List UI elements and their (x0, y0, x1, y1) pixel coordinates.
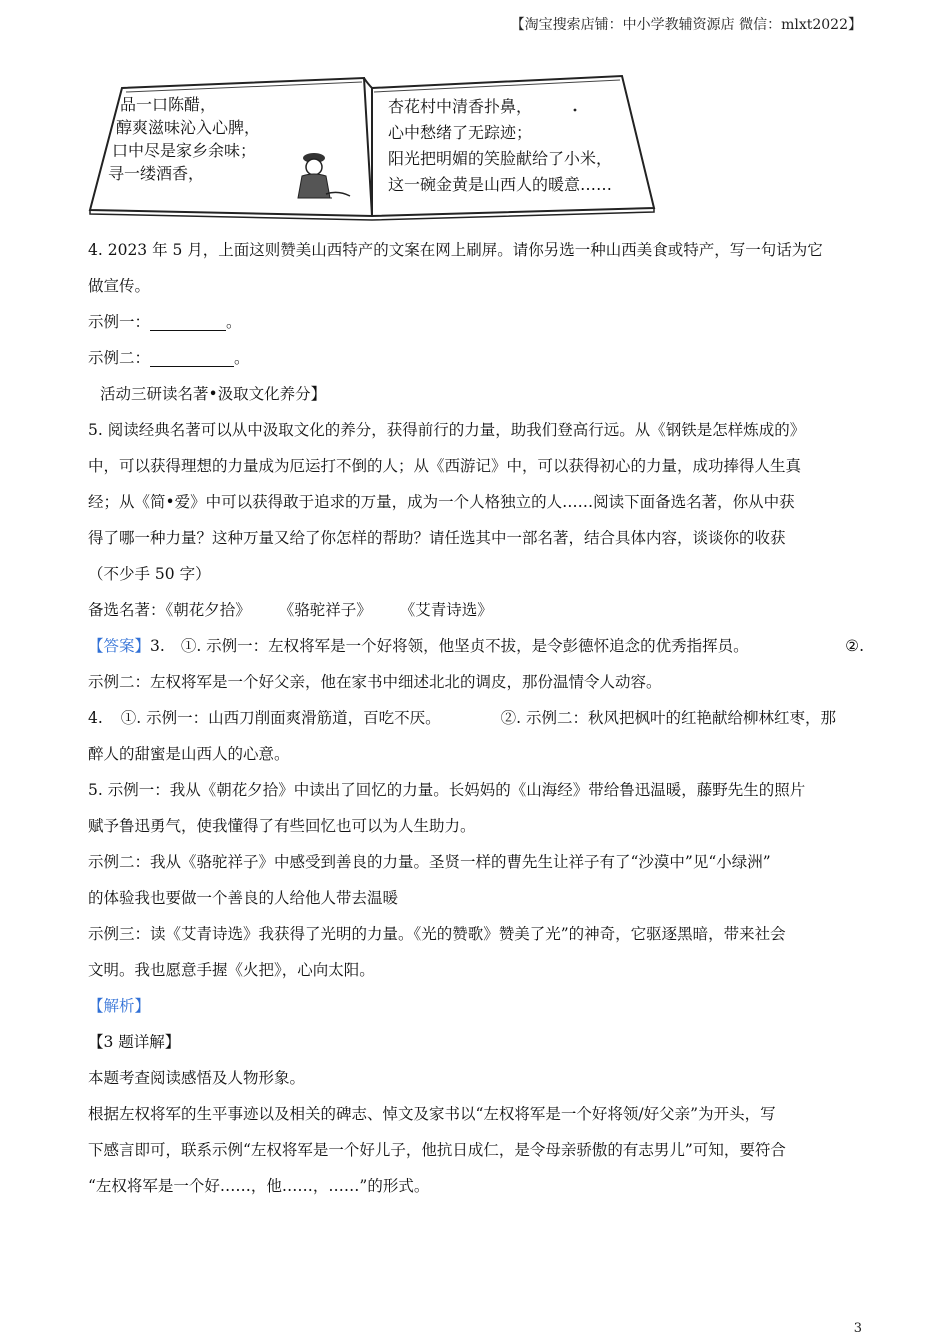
answer-number: 3. (150, 637, 165, 655)
option-book: 《朝花夕拾》 (165, 601, 251, 619)
book-right-line: 阳光把明媚的笑脸献给了小米， (388, 149, 613, 168)
example-2-line (88, 340, 864, 376)
option-book: 《骆驼祥子》 (278, 601, 372, 619)
analysis-line: 下感言即可，联系示例“左权将军是一个好儿子，他抗日成仁，是令母亲骄傲的有志男儿”可知，要符合 (88, 1141, 786, 1159)
answer-number: 4. (88, 709, 103, 727)
answer-line: 示例二：我从《骆驼祥子》中感受到善良的力量。圣贤一样的曹先生让祥子有了“沙漠中”见“小绿洲” (88, 853, 771, 871)
book-options (88, 592, 864, 628)
main-content (88, 232, 864, 1204)
question-5-line: 经；从《简•爱》中可以获得敢于追求的万量，成为一个人格独立的人……阅读下面备选名著，你从中获 (88, 493, 795, 511)
answer-line (88, 628, 864, 664)
answer-line: 赋予鲁迅勇气，使我懂得了有些回忆也可以为人生助力。 (88, 817, 476, 835)
answer-line: 5. 示例一：我从《朝花夕拾》中读出了回忆的力量。长妈妈的《山海经》带给鲁迅温暖，藤野先生的照片 (88, 781, 806, 799)
analysis-line: 根据左权将军的生平事迹以及相关的碑志、悼文及家书以“左权将军是一个好将领/好父亲”为开头，写 (88, 1105, 776, 1123)
answer-text: ①. 示例一：山西刀削面爽滑筋道，百吃不厌。 (120, 709, 441, 727)
example-2-label: 示例二： (88, 349, 151, 367)
question-4-line: 4. 2023 年 5 月，上面这则赞美山西特产的文案在网上刷屏。请你另选一种山西美食或特产，写一句话为它 (88, 241, 823, 259)
answer-label: 【答案】 (88, 637, 151, 655)
period: 。 (226, 313, 242, 331)
answer-line: 文明。我也愿意手握《火把》，心向太阳。 (88, 961, 375, 979)
book-right-line: 心中愁绪了无踪迹； (388, 123, 533, 142)
page-header: 【淘宝搜索店铺：中小学教辅资源店 微信：mlxt2022】 (510, 17, 862, 33)
example-1-line (88, 304, 864, 340)
question-5-line: 得了哪一种力量？这种万量又给了你怎样的帮助？请任选其中一部名著，结合具体内容，谈谈你的收获 (88, 529, 786, 547)
page-number: 3 (853, 1321, 862, 1336)
book-right-line: 杏花村中清香扑鼻， (388, 97, 533, 116)
question-5-line: 中，可以获得理想的力量成为厄运打不倒的人；从《西游记》中，可以获得初心的力量，成功捧得人生真 (88, 457, 802, 475)
example-1-label: 示例一： (88, 313, 151, 331)
options-label: 备选名著： (88, 601, 166, 619)
book-left-line: 寻一缕酒香， (108, 164, 205, 183)
answer-line: 示例二：左权将军是一个好父亲，他在家书中细述北北的调皮，那份温情令人动容。 (88, 673, 662, 691)
analysis-line: 本题考查阅读感悟及人物形象。 (88, 1069, 306, 1087)
question-4-line: 做宣传。 (88, 277, 151, 295)
word-count-note: （不少手 50 字） (88, 565, 211, 583)
book-right-line: 这一碗金黄是山西人的暖意…… (388, 175, 613, 194)
answer-line (88, 700, 864, 736)
answer-text: ②. 示例二：秋风把枫叶的红艳献给柳林红枣，那 (500, 709, 837, 727)
answer-line: 的体验我也要做一个善良的人给他人带去温暖 (88, 889, 399, 907)
answer-text: ②. (845, 637, 864, 655)
question-5-line: 5. 阅读经典名著可以从中汲取文化的养分，获得前行的力量，助我们登高行远。从《钢铁是怎样炼成的》 (88, 421, 806, 439)
analysis-label: 【解析】 (88, 997, 151, 1015)
answer-text: ①. 示例一：左权将军是一个好将领，他坚贞不拔，是令彭德怀追念的优秀指挥员。 (180, 637, 749, 655)
book-left-line: 醇爽滋味沁入心脾， (116, 118, 261, 137)
answer-blank-2[interactable] (150, 348, 234, 367)
answer-line: 醉人的甜蜜是山西人的心意。 (88, 745, 290, 763)
book-left-line: 口中尽是家乡余味； (112, 141, 257, 160)
option-book: 《艾青诗选》 (399, 601, 493, 619)
activity-3-heading: 活动三研读名著•汲取文化养分】 (100, 385, 327, 403)
answer-blank-1[interactable] (150, 312, 226, 331)
analysis-subheading: 【3 题详解】 (88, 1033, 181, 1051)
open-book-illustration (82, 70, 662, 222)
analysis-line: “左权将军是一个好……，他……，……”的形式。 (88, 1177, 430, 1195)
answer-line: 示例三：读《艾青诗选》我获得了光明的力量。《光的赞歌》赞美了光”的神奇，它驱逐黑暗，带来社会 (88, 925, 786, 943)
period: 。 (234, 349, 250, 367)
book-left-line: 品一口陈醋， (120, 95, 217, 114)
